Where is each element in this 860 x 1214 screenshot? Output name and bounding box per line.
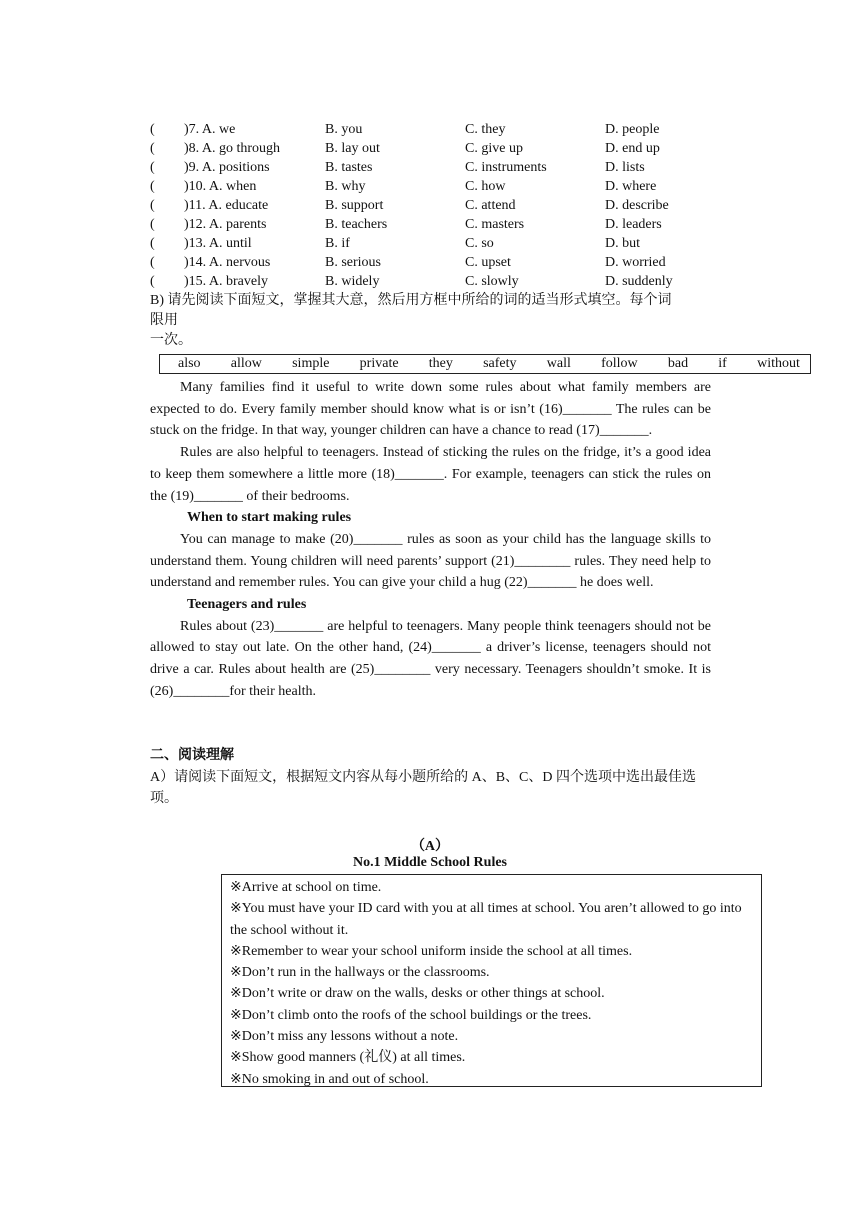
option-d: D. people	[605, 122, 660, 137]
option-c: C. masters	[465, 217, 525, 232]
option-b: B. why	[325, 179, 366, 194]
answer-paren: (	[150, 160, 155, 175]
passage-paragraph: You can manage to make (20)_______ rules as soon as your child has the language skills to understand them. Young children will need parents’ support (21)________ rules. They need help to understand and remember rules. You can give your child a hug (22)_______ he does well.	[150, 531, 711, 591]
option-b: B. teachers	[325, 217, 388, 232]
word-bank-box	[159, 354, 811, 374]
section-two	[150, 745, 712, 810]
mc-row	[150, 177, 750, 196]
option-c: C. they	[465, 122, 506, 137]
option-d: D. suddenly	[605, 274, 673, 289]
passage-heading: When to start making rules	[187, 510, 352, 526]
rules-title-text: No.1 Middle School Rules	[352, 855, 507, 870]
option-d: D. worried	[605, 255, 666, 270]
rule-item: ※No smoking in and out of school.	[230, 1071, 429, 1087]
option-d: D. leaders	[605, 217, 662, 232]
option-a: )7. A. we	[184, 122, 236, 137]
word-bank-item: private	[359, 356, 399, 371]
option-d: D. describe	[605, 198, 669, 213]
option-b: B. widely	[325, 274, 380, 289]
mc-row	[150, 234, 750, 253]
answer-paren: (	[150, 179, 155, 194]
mc-row	[150, 158, 750, 177]
word-bank-item: bad	[667, 356, 689, 371]
word-bank-item: also	[178, 356, 201, 371]
passage-paragraph: Rules are also helpful to teenagers. Instead of sticking the rules on the fridge, it’s a good idea to keep them somewhere a little more (18)_______. For example, teenagers can stick the rules on the (19)_______ of their bedrooms.	[150, 445, 711, 504]
section-instructions: A）请阅读下面短文，根据短文内容从每小题所给的 A、B、C、D 四个选项中选出最佳选项。	[150, 769, 697, 807]
option-c: C. so	[465, 236, 494, 251]
mc-row	[150, 120, 750, 139]
answer-paren: (	[150, 122, 155, 137]
rule-item: ※Don’t write or draw on the walls, desks or other things at school.	[230, 986, 605, 1002]
rule-item: ※You must have your ID card with you at all times at school. You aren’t allowed to go into the school without it.	[230, 901, 742, 938]
word-bank-item: allow	[230, 356, 262, 371]
option-a: )14. A. nervous	[184, 255, 271, 270]
option-c: C. upset	[465, 255, 511, 270]
option-a: )13. A. until	[184, 236, 252, 251]
mc-row	[150, 139, 750, 158]
option-a: )15. A. bravely	[184, 274, 268, 289]
instruction-line: B) 请先阅读下面短文，掌握其大意，然后用方框中所给的词的适当形式填空。每个词	[150, 293, 672, 308]
answer-paren: (	[150, 198, 155, 213]
option-c: C. attend	[465, 198, 516, 213]
passage-heading: Teenagers and rules	[187, 597, 307, 613]
option-d: D. but	[605, 236, 640, 251]
word-bank-item: wall	[546, 356, 571, 371]
rule-item: ※Arrive at school on time.	[230, 880, 382, 895]
mc-row	[150, 215, 750, 234]
option-b: B. serious	[325, 255, 381, 270]
mc-row	[150, 272, 750, 291]
answer-paren: (	[150, 217, 155, 232]
section-b-instructions	[150, 291, 712, 351]
option-d: D. lists	[605, 160, 645, 175]
option-b: B. if	[325, 236, 350, 251]
rule-item: ※Show good manners (礼仪) at all times.	[230, 1050, 466, 1066]
passage-paragraph: Many families find it useful to write down some rules about what family members are expected to do. Every family member should know what is or isn’t (16)_______ The rules can be stuck on the fridge. In that way, younger children can have a chance to read (17)_______.	[150, 380, 711, 439]
option-a: )11. A. educate	[184, 198, 269, 213]
instruction-line: 一次。	[150, 333, 192, 348]
section-title: 二、阅读理解	[150, 748, 234, 763]
option-b: B. you	[325, 122, 363, 137]
multiple-choice-list	[150, 120, 750, 291]
mc-row	[150, 196, 750, 215]
option-b: B. support	[325, 198, 384, 213]
passage-paragraph: Rules about (23)_______ are helpful to teenagers. Many people think teenagers should not be allowed to stay out late. On the other hand, (24)_______ a driver’s license, teenagers should not drive a car. Rules about health are (25)________ very necessary. Teenagers shouldn’t smoke. It is (26)________for their health.	[150, 618, 711, 699]
rules-title	[0, 855, 860, 871]
word-bank-item: they	[428, 356, 453, 371]
instruction-line: 限用	[150, 313, 178, 328]
cloze-passage	[150, 377, 711, 703]
answer-paren: (	[150, 236, 155, 251]
option-c: C. how	[465, 179, 506, 194]
rule-item: ※Don’t climb onto the roofs of the school buildings or the trees.	[230, 1007, 592, 1023]
option-d: D. end up	[605, 141, 660, 156]
answer-paren: (	[150, 255, 155, 270]
word-bank-item: follow	[601, 356, 638, 371]
mc-row	[150, 253, 750, 272]
option-c: C. instruments	[465, 160, 547, 175]
word-bank-item: without	[757, 356, 800, 371]
option-b: B. tastes	[325, 160, 373, 175]
word-bank-item: if	[718, 356, 727, 371]
reading-a-label: （A）	[410, 839, 450, 854]
word-bank-item: safety	[483, 356, 517, 371]
rules-box	[221, 874, 762, 1087]
option-a: )12. A. parents	[184, 217, 267, 232]
option-c: C. slowly	[465, 274, 519, 289]
rule-item: ※Don’t run in the hallways or the classrooms.	[230, 965, 490, 981]
option-a: )8. A. go through	[184, 141, 281, 156]
option-a: )10. A. when	[184, 179, 257, 194]
answer-paren: (	[150, 141, 155, 156]
option-d: D. where	[605, 179, 657, 194]
answer-paren: (	[150, 274, 155, 289]
option-c: C. give up	[465, 141, 523, 156]
option-b: B. lay out	[325, 141, 380, 156]
option-a: )9. A. positions	[184, 160, 270, 175]
rule-item: ※Don’t miss any lessons without a note.	[230, 1029, 459, 1045]
word-bank-item: simple	[292, 356, 330, 371]
rule-item: ※Remember to wear your school uniform inside the school at all times.	[230, 943, 633, 959]
